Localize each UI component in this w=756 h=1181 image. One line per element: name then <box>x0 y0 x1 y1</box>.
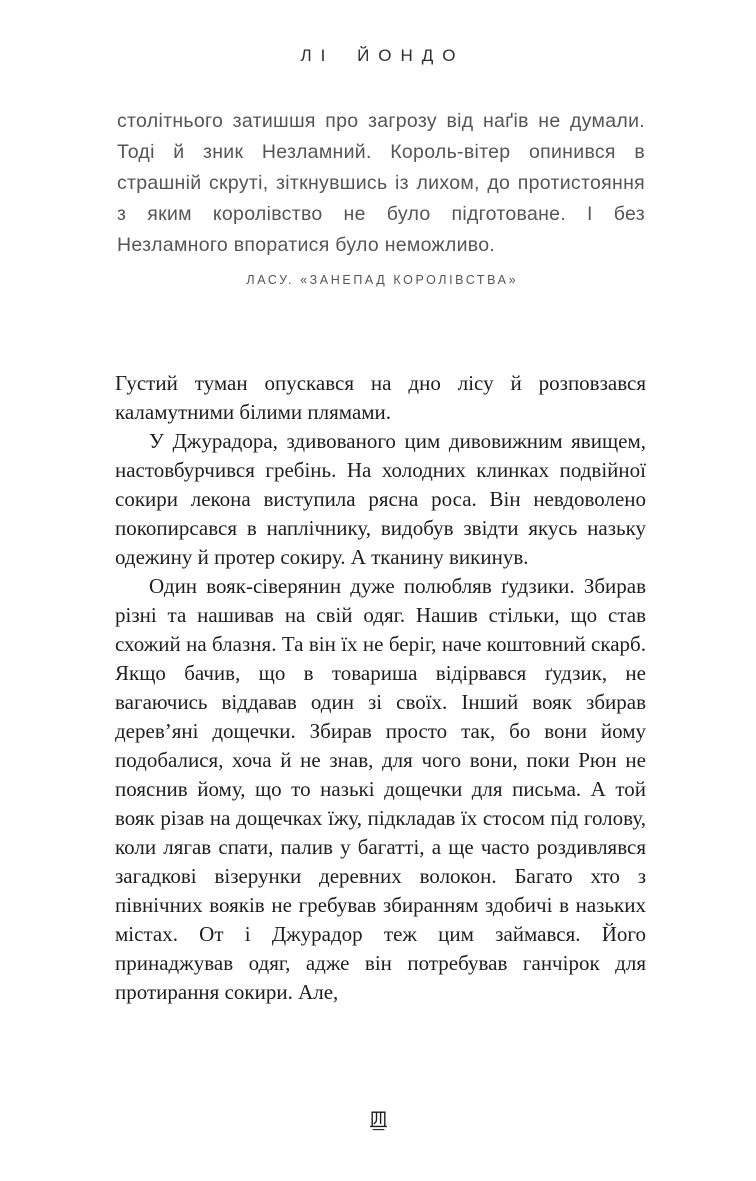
epigraph-block <box>117 106 645 287</box>
epigraph-text: столітнього затишшя про загрозу від наґів не думали. Тоді й зник Незламний. Король-вітер опинився в страшній скруті, зіткнувшись із лихом, до протистояння з яким королівство не було підготоване. І без Незламного впоратися було неможливо. <box>117 110 645 256</box>
epigraph-attribution: ЛАСУ. «ЗАНЕПАД КОРОЛІВСТВА» <box>246 273 519 287</box>
hanja-four-ornament-icon <box>370 1110 387 1132</box>
running-head-author: ЛІ ЙОНДО <box>300 46 465 65</box>
body-paragraph: У Джурадора, здивованого цим дивовижним явищем, настовбурчився гребінь. На холодних клинках подвійної сокири лекона виступила рясна роса. Він невдоволено покопирсався в наплічнику, видобув звідти якусь назьку одежину й протер сокиру. А тканину викинув. <box>115 429 646 569</box>
body-paragraph: Густий туман опускався на дно лісу й розповзався каламутними білими плямами. <box>115 371 646 424</box>
body-text <box>115 369 646 1007</box>
page-footer <box>0 1110 756 1132</box>
body-paragraph: Один вояк-сіверянин дуже полюбляв ґудзики. Збирав різні та нашивав на свій одяг. Нашив стільки, що став схожий на блазня. Та він їх не беріг, наче коштовний скарб. Якщо бачив, що в товариша відірвався ґудзик, не вагаючись віддавав один зі своїх. Інший вояк збирав дерев’яні дощечки. Збирав просто так, бо вони йому подобалися, хоча й не знав, для чого вони, поки Рюн не пояснив йому, що то назькі дощечки для письма. А той вояк різав на дощечках їжу, підкладав їх стосом під голову, коли лягав спати, палив у багатті, а ще часто роздивлявся загадкові візерунки деревних волокон. Багато хто з північних вояків не гребував збиранням здобичі в назьких містах. От і Джурадор теж цим займався. Його принаджував одяг, адже він потребував ганчірок для протирання сокири. Але, <box>115 574 646 1004</box>
